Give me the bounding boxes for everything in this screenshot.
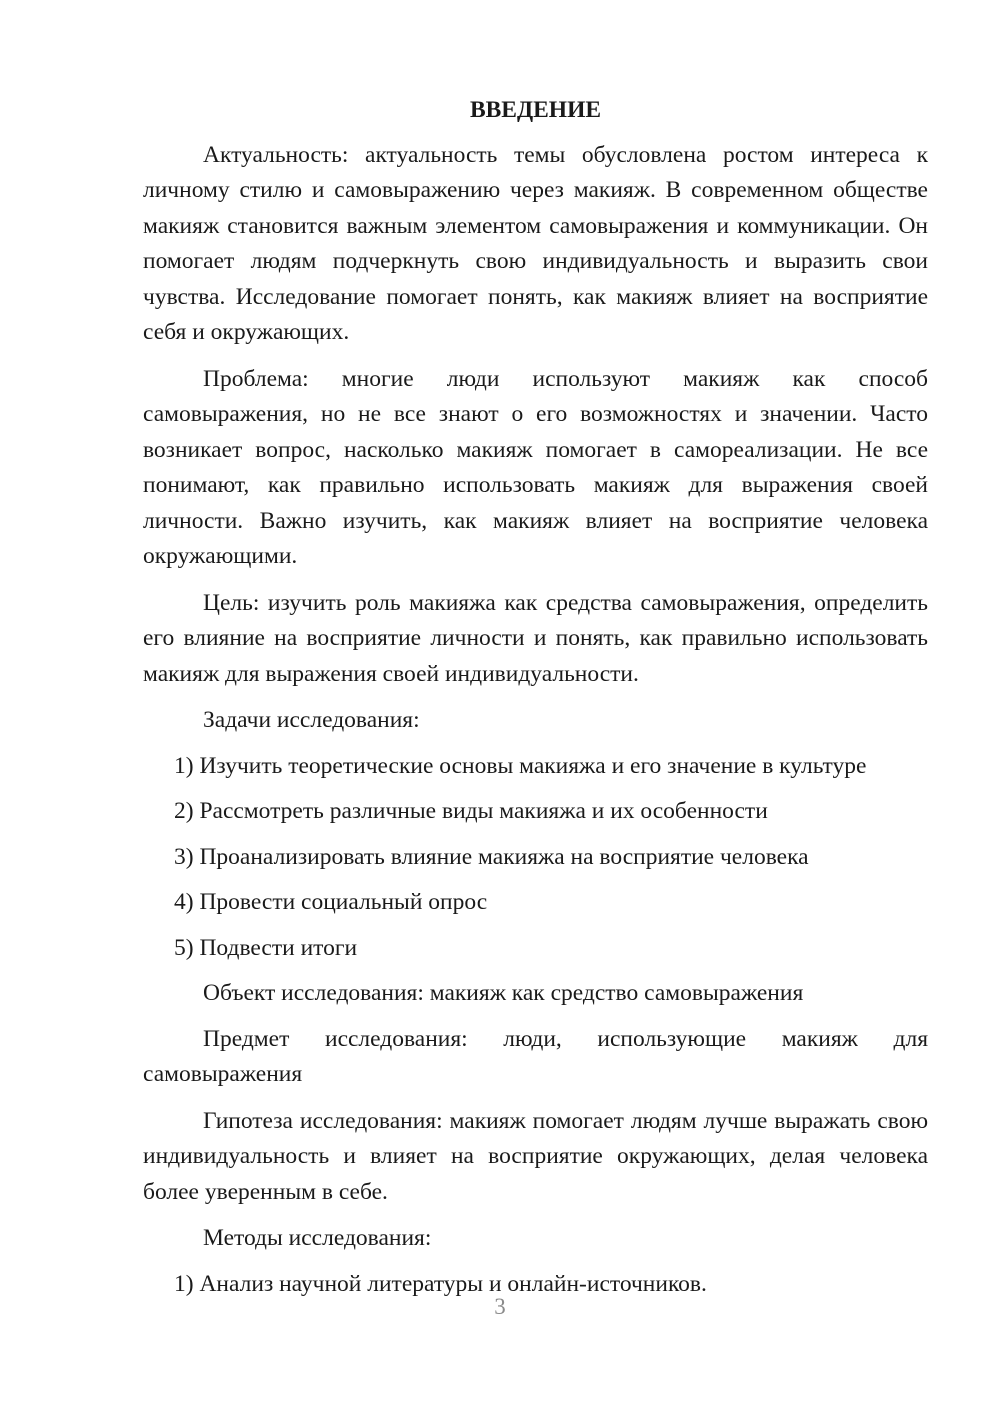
subject-paragraph: Предмет исследования: люди, использующие макияж для самовыражения (143, 1025, 928, 1087)
document-page (143, 93, 928, 1312)
methods-heading: Методы исследования: (203, 1225, 432, 1251)
task-item: 5) Подвести итоги (174, 934, 358, 961)
task-item: 4) Провести социальный опрос (174, 889, 488, 915)
problem-paragraph: Проблема: многие люди используют макияж как способ самовыражения, но не все знают о его возможностях и значении. Часто возникает вопрос, насколько макияж помогает в самореализации. Не все понимают, как правильно использовать макияж для выражения своей личности. Важно изучить, как макияж влияет на восприятие человека окружающими. (143, 365, 928, 569)
tasks-heading: Задачи исследования: (203, 707, 420, 733)
section-title: ВВЕДЕНИЕ (469, 97, 602, 123)
task-item: 1) Изучить теоретические основы макияжа и его значение в культуре (174, 752, 867, 779)
task-item: 2) Рассмотреть различные виды макияжа и их особенности (174, 798, 768, 824)
object-line: Объект исследования: макияж как средство самовыражения (203, 980, 804, 1006)
relevance-paragraph: Актуальность: актуальность темы обусловлена ростом интереса к личному стилю и самовыражению через макияж. В современном обществе макияж становится важным элементом самовыражения и коммуникации. Он помогает людям подчеркнуть свою индивидуальность и выразить свои чувства. Исследование помогает понять, как макияж влияет на восприятие себя и окружающих. (143, 141, 928, 345)
task-item: 3) Проанализировать влияние макияжа на восприятие человека (174, 843, 809, 870)
method-item: 1) Анализ научной литературы и онлайн-источников. (174, 1270, 707, 1297)
hypothesis-paragraph: Гипотеза исследования: макияж помогает людям лучше выражать свою индивидуальность и влияет на восприятие окружающих, делая человека более уверенным в себе. (143, 1107, 928, 1205)
page-number: 3 (494, 1294, 506, 1319)
goal-paragraph: Цель: изучить роль макияжа как средства самовыражения, определить его влияние на восприятие личности и понять, как правильно использовать макияж для выражения своей индивидуальности. (143, 589, 928, 687)
